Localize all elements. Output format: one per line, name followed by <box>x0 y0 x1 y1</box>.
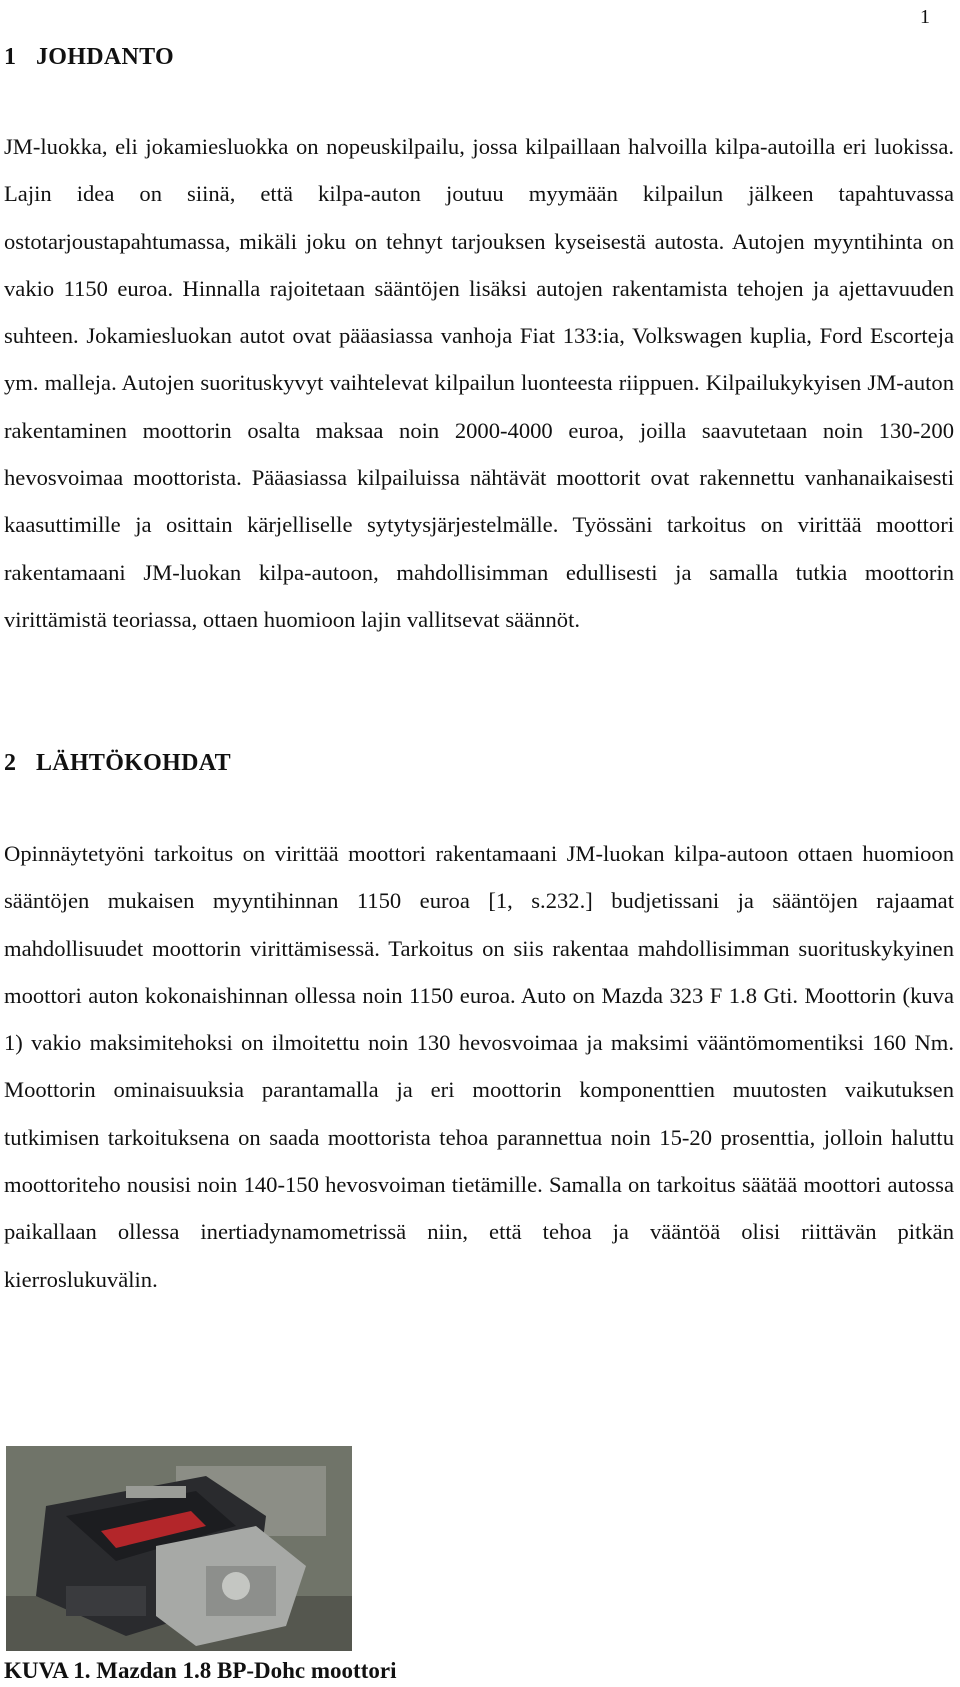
introduction-paragraph: JM-luokka, eli jokamiesluokka on nopeuskilpailu, jossa kilpaillaan halvoilla kilpa-autoilla eri luokissa. Lajin idea on siinä, että kilpa-auton joutuu myymään kilpailun jälkeen tapahtuvassa ostotarjoustapahtumassa, mikäli joku on tehnyt tarjouksen kyseisestä autosta. Autojen myyntihinta on vakio 1150 euroa. Hinnalla rajoitetaan sääntöjen lisäksi autojen rakentamista tehojen ja ajettavuuden suhteen. Jokamiesluokan autot ovat pääasiassa vanhoja Fiat 133:ia, Volkswagen kuplia, Ford Escorteja ym. malleja. Autojen suorituskyvyt vaihtelevat kilpailun luonteesta riippuen. Kilpailukykyisen JM-auton rakentaminen moottorin osalta maksaa noin 2000-4000 euroa, joilla saavutetaan noin 130-200 hevosvoimaa moottorista. Pääasiassa kilpailuissa nähtävät moottorit ovat rakennettu vanhanaikaisesti kaasuttimille ja osittain kärjelliselle sytytysjärjestelmälle. Työssäni tarkoitus on virittää moottori rakentamaani JM-luokan kilpa-autoon, mahdollisimman edullisesti ja samalla tutkia moottorin virittämistä teoriassa, ottaen huomioon lajin vallitsevat säännöt. <box>4 134 954 632</box>
starting-points-paragraph: Opinnäytetyöni tarkoitus on virittää moottori rakentamaani JM-luokan kilpa-autoon ottaen huomioon sääntöjen mukaisen myyntihinnan 1150 euroa [1, s.232.] budjetissani ja sääntöjen rajaamat mahdollisuudet moottorin virittämisessä. Tarkoitus on siis rakentaa mahdollisimman suorituskykyinen moottori auton kokonaishinnan ollessa noin 1150 euroa. Auto on Mazda 323 F 1.8 Gti. Moottorin (kuva 1) vakio maksimitehoksi on ilmoitettu noin 130 hevosvoimaa ja maksimi vääntömomentiksi 160 Nm. Moottorin ominaisuuksia parantamalla ja eri moottorin komponenttien muutosten vaikutuksen tutkimisen tarkoituksena on saada moottorista tehoa parannettua noin 15-20 prosenttia, jolloin haluttu moottoriteho nousisi noin 140-150 hevosvoiman tietämille. Samalla on tarkoitus säätää moottori autossa paikallaan ollessa inertiadynamometrissä niin, että tehoa ja vääntöä olisi riittävän pitkän kierroslukuvälin. <box>4 841 954 1292</box>
section-title: JOHDANTO <box>36 44 174 70</box>
section-title: LÄHTÖKOHDAT <box>36 750 231 776</box>
engine-illustration <box>6 1446 352 1651</box>
section-heading-introduction <box>4 44 174 71</box>
section-number: 1 <box>4 44 17 70</box>
page-number: 1 <box>920 6 930 28</box>
section-number: 2 <box>4 750 17 776</box>
figure-caption: KUVA 1. Mazdan 1.8 BP-Dohc moottori <box>4 1658 397 1683</box>
section-heading-starting-points <box>4 750 231 777</box>
engine-photo <box>6 1446 352 1651</box>
